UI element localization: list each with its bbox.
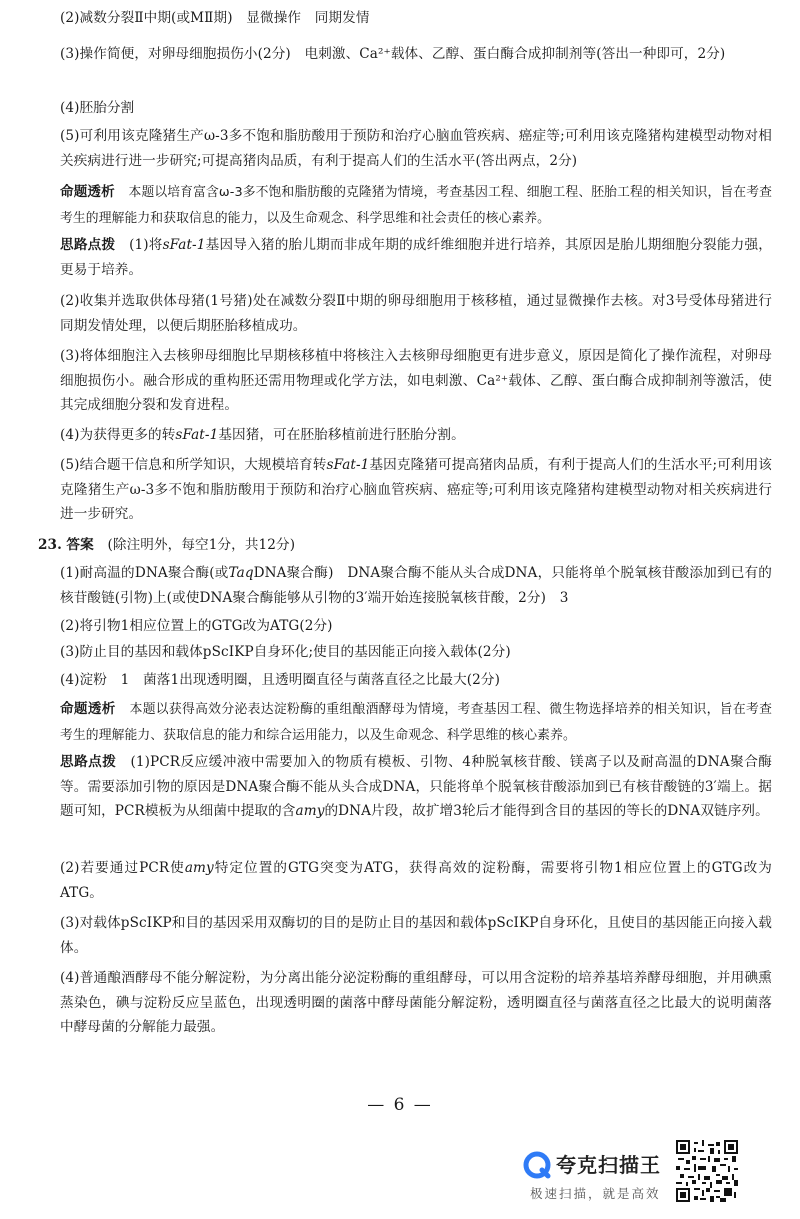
q23-hint-4: (4)普通酿酒酵母不能分解淀粉，为分离出能分泌淀粉酶的重组酵母，可以用含淀粉的培养基培养酵母细胞，并用碘熏蒸染色，碘与淀粉反应呈蓝色，出现透明圈的菌落中酵母菌能分解淀粉，透明圈直径与菌落直径之比最大的说明菌落中酵母菌的分解能力最强。 xyxy=(60,970,772,1035)
hint-label: 思路点拨 xyxy=(60,754,117,770)
q22-hint-4 xyxy=(60,423,772,448)
answer-note: (除注明外，每空1分，共12分) xyxy=(107,537,296,553)
q23-answer-2: (2)将引物1相应位置上的GTG改为ATG(2分) xyxy=(60,618,333,634)
enzyme-name: Taq xyxy=(228,565,254,581)
q22-hint-5 xyxy=(60,453,772,527)
q23-hint-3: (3)对载体pScIKP和目的基因采用双酶切的目的是防止目的基因和载体pScIKP自身环化，且使目的基因能正向接入载体。 xyxy=(60,915,772,956)
analysis-label: 命题透析 xyxy=(60,184,115,200)
question-number: 23. xyxy=(38,537,62,553)
page-number: — 6 — xyxy=(367,1095,433,1115)
gene-name: amy xyxy=(295,803,325,819)
q22-answer-4: (4)胚胎分割 xyxy=(60,100,135,116)
hint-text: 基因导入猪的胎儿期而非成年期的成纤维细胞并进行培养，其原因是胎儿期细胞分裂能力强，更易于培养。 xyxy=(60,237,773,278)
q23-answer-3: (3)防止目的基因和载体pScIKP自身环化;使目的基因能正向接入载体(2分) xyxy=(60,644,511,660)
q23-answer-4: (4)淀粉 1 菌落1出现透明圈，且透明圈直径与菌落直径之比最大(2分) xyxy=(60,672,501,688)
gene-name: sFat-1 xyxy=(175,427,219,443)
hint-text: (1)PCR反应缓冲液中需要加入的物质有模板、引物、4种脱氧核苷酸、镁离子以及耐高温的DNA聚合酶等。需要添加引物的原因是DNA聚合酶不能从头合成DNA，只能将单个脱氧核苷酸添加到已有核苷酸链的3′端上。据题可知，PCR模板为从细菌中提取的含 xyxy=(60,754,772,819)
analysis-text: 本题以培育富含ω-3多不饱和脂肪酸的克隆猪为情境，考查基因工程、细胞工程、胚胎工程的相关知识，旨在考查考生的理解能力和获取信息的能力，以及生命观念、科学思维和社会责任的核心素养。 xyxy=(60,185,772,226)
hint-text: 特定位置的GTG突变为ATG，获得高效的淀粉酶，需要将引物1相应位置上的GTG改为ATG。 xyxy=(60,860,772,901)
q23-analysis xyxy=(60,697,772,748)
gene-name: sFat-1 xyxy=(162,237,206,253)
analysis-text: 本题以获得高效分泌表达淀粉酶的重组酿酒酵母为情境，考查基因工程、微生物选择培养的相关知识，旨在考查考生的理解能力、获取信息的能力和综合运用能力，以及生命观念、科学思维的核心素养。 xyxy=(60,702,772,743)
q22-answer-3: (3)操作简便，对卵母细胞损伤小(2分) 电刺激、Ca²⁺载体、乙醇、蛋白酶合成抑制剂等(答出一种即可，2分) xyxy=(60,46,726,62)
hint-text: (5)结合题干信息和所学知识，大规模培育转 xyxy=(60,457,327,473)
q22-answer-5: (5)可利用该克隆猪生产ω-3多不饱和脂肪酸用于预防和治疗心脑血管疾病、癌症等;可利用该克隆猪构建模型动物对相关疾病进行进一步研究;可提高猪肉品质，有利于提高人们的生活水平(答出两点，2分) xyxy=(60,128,772,169)
qr-code-icon xyxy=(676,1140,738,1202)
hint-text: (4)为获得更多的转 xyxy=(60,427,176,443)
analysis-label: 命题透析 xyxy=(60,701,116,717)
q23-hint-2 xyxy=(60,856,772,905)
q23-answer-1 xyxy=(60,561,772,610)
q22-hint-1 xyxy=(60,233,772,282)
answer-text: DNA聚合酶) DNA聚合酶不能从头合成DNA，只能将单个脱氧核苷酸添加到已有的核苷酸链(引物)上(或使DNA聚合酶能够从引物的3′端开始连接脱氧核苷酸，2分) 3 xyxy=(60,565,772,606)
answer-label: 答案 xyxy=(66,537,94,553)
hint-text: 的DNA片段，故扩增3轮后才能得到含目的基因的等长的DNA双链序列。 xyxy=(324,803,769,819)
q22-answer-2: (2)减数分裂Ⅱ中期(或MⅡ期) 显微操作 同期发情 xyxy=(60,10,370,26)
watermark-title: 夸克扫描王 xyxy=(556,1153,661,1177)
scanner-logo-icon xyxy=(523,1151,551,1179)
q22-hint-3: (3)将体细胞注入去核卵母细胞比早期核移植中将核注入去核卵母细胞更有进步意义，原因是简化了操作流程，对卵母细胞损伤小。融合形成的重构胚还需用物理或化学方法，如电刺激、Ca²⁺载体、乙醇、蛋白酶合成抑制剂等激活，使其完成细胞分裂和发育进程。 xyxy=(60,348,772,413)
gene-name: sFat-1 xyxy=(326,457,370,473)
answer-text: (1)耐高温的DNA聚合酶(或 xyxy=(60,565,229,581)
q23-answer-header xyxy=(38,533,772,558)
hint-text: (2)若要通过PCR使 xyxy=(60,860,185,876)
q23-hint-1 xyxy=(60,750,772,824)
watermark-subtitle: 极速扫描，就是高效 xyxy=(530,1186,661,1201)
hint-label: 思路点拨 xyxy=(60,237,116,253)
gene-name: amy xyxy=(184,860,214,876)
q22-analysis xyxy=(60,180,772,231)
hint-text: 基因克隆猪可提高猪肉品质，有利于提高人们的生活水平;可利用该克隆猪生产ω-3多不饱和脂肪酸用于预防和治疗心脑血管疾病、癌症等;可利用该克隆猪构建模型动物对相关疾病进行进一步研究。 xyxy=(60,457,772,522)
q22-hint-2: (2)收集并选取供体母猪(1号猪)处在减数分裂Ⅱ中期的卵母细胞用于核移植，通过显微操作去核。对3号受体母猪进行同期发情处理，以便后期胚胎移植成功。 xyxy=(60,293,772,334)
hint-text: (1)将 xyxy=(129,237,163,253)
hint-text: 基因猪，可在胚胎移植前进行胚胎分割。 xyxy=(218,427,465,443)
